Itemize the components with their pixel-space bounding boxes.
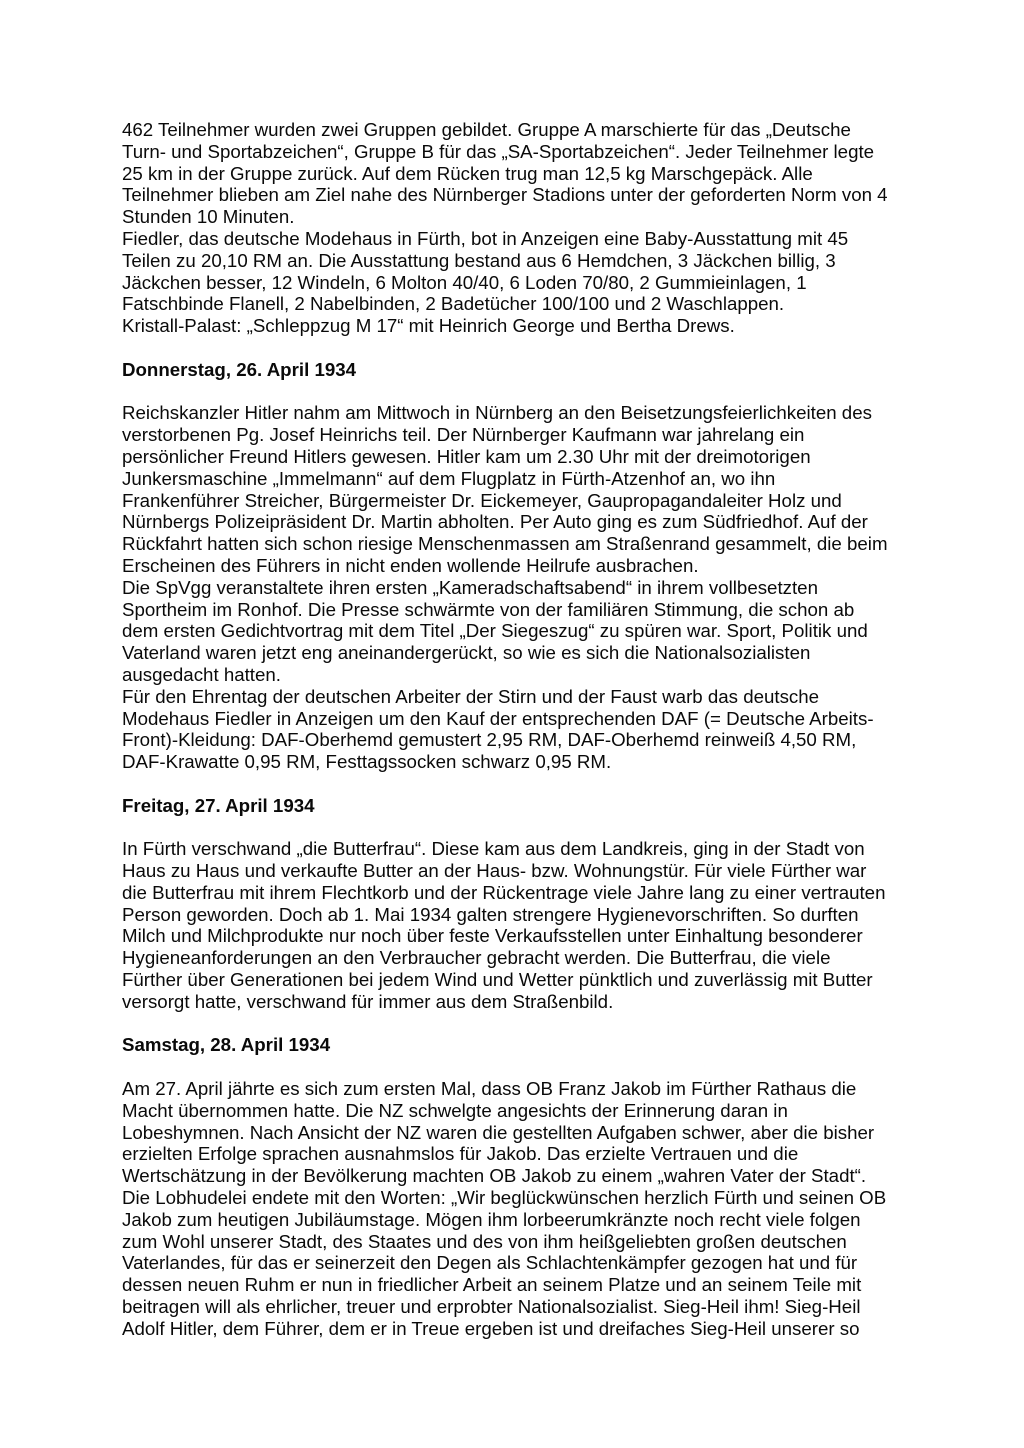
text-line: Kristall-Palast: „Schleppzug M 17“ mit Heinrich George und Bertha Drews. <box>122 315 735 337</box>
text-line: Teilen zu 20,10 RM an. Die Ausstattung bestand aus 6 Hemdchen, 3 Jäckchen billig, 3 <box>122 249 836 271</box>
text-line: Macht übernommen hatte. Die NZ schwelgte angesichts der Erinnerung daran in <box>122 1099 788 1121</box>
text-line: In Fürth verschwand „die Butterfrau“. Diese kam aus dem Landkreis, ging in der Stadt von <box>122 838 865 860</box>
text-line: Nürnbergs Polizeipräsident Dr. Martin abholten. Per Auto ging es zum Südfriedhof. Auf der <box>122 511 868 533</box>
paragraph <box>122 1078 912 1340</box>
text-line: Vaterland waren jetzt eng aneinandergerückt, so wie es sich die Nationalsozialisten <box>122 642 811 664</box>
text-line: Stunden 10 Minuten. <box>122 206 295 228</box>
text-line: 25 km in der Gruppe zurück. Auf dem Rücken trug man 12,5 kg Marschgepäck. Alle <box>122 162 813 184</box>
text-line: Turn- und Sportabzeichen“, Gruppe B für das „SA-Sportabzeichen“. Jeder Teilnehmer legte <box>122 140 875 162</box>
text-line: versorgt hatte, verschwand für immer aus dem Straßenbild. <box>122 990 614 1012</box>
document-text-area <box>122 119 912 1361</box>
text-line: Am 27. April jährte es sich zum ersten Mal, dass OB Franz Jakob im Fürther Rathaus die <box>122 1078 857 1100</box>
text-line: Fürther über Generationen bei jedem Wind und Wetter pünktlich und zuverlässig mit Butter <box>122 969 873 991</box>
text-line: Adolf Hitler, dem Führer, dem er in Treue ergeben ist und dreifaches Sieg-Heil unserer so <box>122 1317 860 1339</box>
text-line: erzielten Erfolge sprachen ausnahmslos für Jakob. Das erzielte Vertrauen und die <box>122 1143 799 1165</box>
text-line: Jakob zum heutigen Jubiläumstage. Mögen ihm lorbeerumkränzte noch recht viele folgen <box>122 1208 861 1230</box>
text-line: beitragen will als ehrlicher, treuer und erprobter Nationalsozialist. Sieg-Heil ihm! Sieg-Heil <box>122 1296 861 1318</box>
text-line: Rückfahrt hatten sich schon riesige Menschenmassen am Straßenrand gesammelt, die beim <box>122 533 888 555</box>
text-line: Lobeshymnen. Nach Ansicht der NZ waren die gestellten Aufgaben schwer, aber die bisher <box>122 1121 875 1143</box>
text-line: Die Lobhudelei endete mit den Worten: „Wir beglückwünschen herzlich Fürth und seinen OB <box>122 1187 887 1209</box>
text-line: dem ersten Gedichtvortrag mit dem Titel „Der Siegeszug“ zu spüren war. Sport, Politik und <box>122 620 868 642</box>
paragraph <box>122 838 912 1012</box>
text-line: Vaterlandes, für das er seinerzeit den Degen als Schlachtenkämpfer gezogen hat und für <box>122 1252 858 1274</box>
text-line: Milch und Milchprodukte nur noch über feste Verkaufsstellen unter Einhaltung besonderer <box>122 925 863 947</box>
text-line: Erscheinen des Führers in nicht enden wollende Heilrufe ausbrachen. <box>122 554 699 576</box>
text-line: Reichskanzler Hitler nahm am Mittwoch in Nürnberg an den Beisetzungsfeierlichkeiten des <box>122 402 872 424</box>
text-line: Wertschätzung in der Bevölkerung machten OB Jakob zu einem „wahren Vater der Stadt“. <box>122 1165 867 1187</box>
text-line: dessen neuen Ruhm er nun in friedlicher Arbeit an seinem Platze und an seinem Teile mit <box>122 1274 862 1296</box>
text-line: Frankenführer Streicher, Bürgermeister Dr. Eickemeyer, Gaupropagandaleiter Holz und <box>122 489 842 511</box>
text-line: Haus zu Haus und verkaufte Butter an der Haus- bzw. Wohnungstür. Für viele Fürther war <box>122 860 867 882</box>
text-line: Fiedler, das deutsche Modehaus in Fürth, bot in Anzeigen eine Baby-Ausstattung mit 45 <box>122 227 849 249</box>
paragraph <box>122 402 912 773</box>
section-heading: Samstag, 28. April 1934 <box>122 1034 331 1056</box>
text-line: Teilnehmer blieben am Ziel nahe des Nürnberger Stadions unter der geforderten Norm von 4 <box>122 184 888 206</box>
text-line: die Butterfrau mit ihrem Flechtkorb und der Rückentrage viele Jahre lang zu einer vertrauten <box>122 881 886 903</box>
text-line: Die SpVgg veranstaltete ihren ersten „Kameradschaftsabend“ in ihrem vollbesetzten <box>122 576 818 598</box>
text-line: Hygieneanforderungen an den Verbraucher gebracht werden. Die Butterfrau, die viele <box>122 947 831 969</box>
text-line: persönlicher Freund Hitlers gewesen. Hitler kam um 2.30 Uhr mit der dreimotorigen <box>122 445 811 467</box>
text-line: Für den Ehrentag der deutschen Arbeiter der Stirn und der Faust warb das deutsche <box>122 685 820 707</box>
text-line: Jäckchen besser, 12 Windeln, 6 Molton 40/40, 6 Loden 70/80, 2 Gummieinlagen, 1 <box>122 271 807 293</box>
text-line: Sportheim im Ronhof. Die Presse schwärmte von der familiären Stimmung, die schon ab <box>122 598 855 620</box>
text-line: verstorbenen Pg. Josef Heinrichs teil. Der Nürnberger Kaufmann war jahrelang ein <box>122 424 805 446</box>
text-line: DAF-Krawatte 0,95 RM, Festtagssocken schwarz 0,95 RM. <box>122 751 612 773</box>
text-line: zum Wohl unserer Stadt, des Staates und des von ihm heißgeliebten großen deutschen <box>122 1230 847 1252</box>
text-line: ausgedacht hatten. <box>122 663 281 685</box>
text-line: Person geworden. Doch ab 1. Mai 1934 galten strengere Hygienevorschriften. So durften <box>122 903 859 925</box>
text-line: Junkersmaschine „Immelmann“ auf dem Flugplatz in Fürth-Atzenhof an, wo ihn <box>122 467 776 489</box>
text-line: Front)-Kleidung: DAF-Oberhemd gemustert 2,95 RM, DAF-Oberhemd reinweiß 4,50 RM, <box>122 729 857 751</box>
paragraph <box>122 119 912 337</box>
text-line: 462 Teilnehmer wurden zwei Gruppen gebildet. Gruppe A marschierte für das „Deutsche <box>122 119 851 140</box>
section-heading: Freitag, 27. April 1934 <box>122 794 315 816</box>
section-heading: Donnerstag, 26. April 1934 <box>122 358 357 380</box>
text-line: Fatschbinde Flanell, 2 Nabelbinden, 2 Badetücher 100/100 und 2 Waschlappen. <box>122 293 785 315</box>
text-line: Modehaus Fiedler in Anzeigen um den Kauf der entsprechenden DAF (= Deutsche Arbeits- <box>122 707 874 729</box>
